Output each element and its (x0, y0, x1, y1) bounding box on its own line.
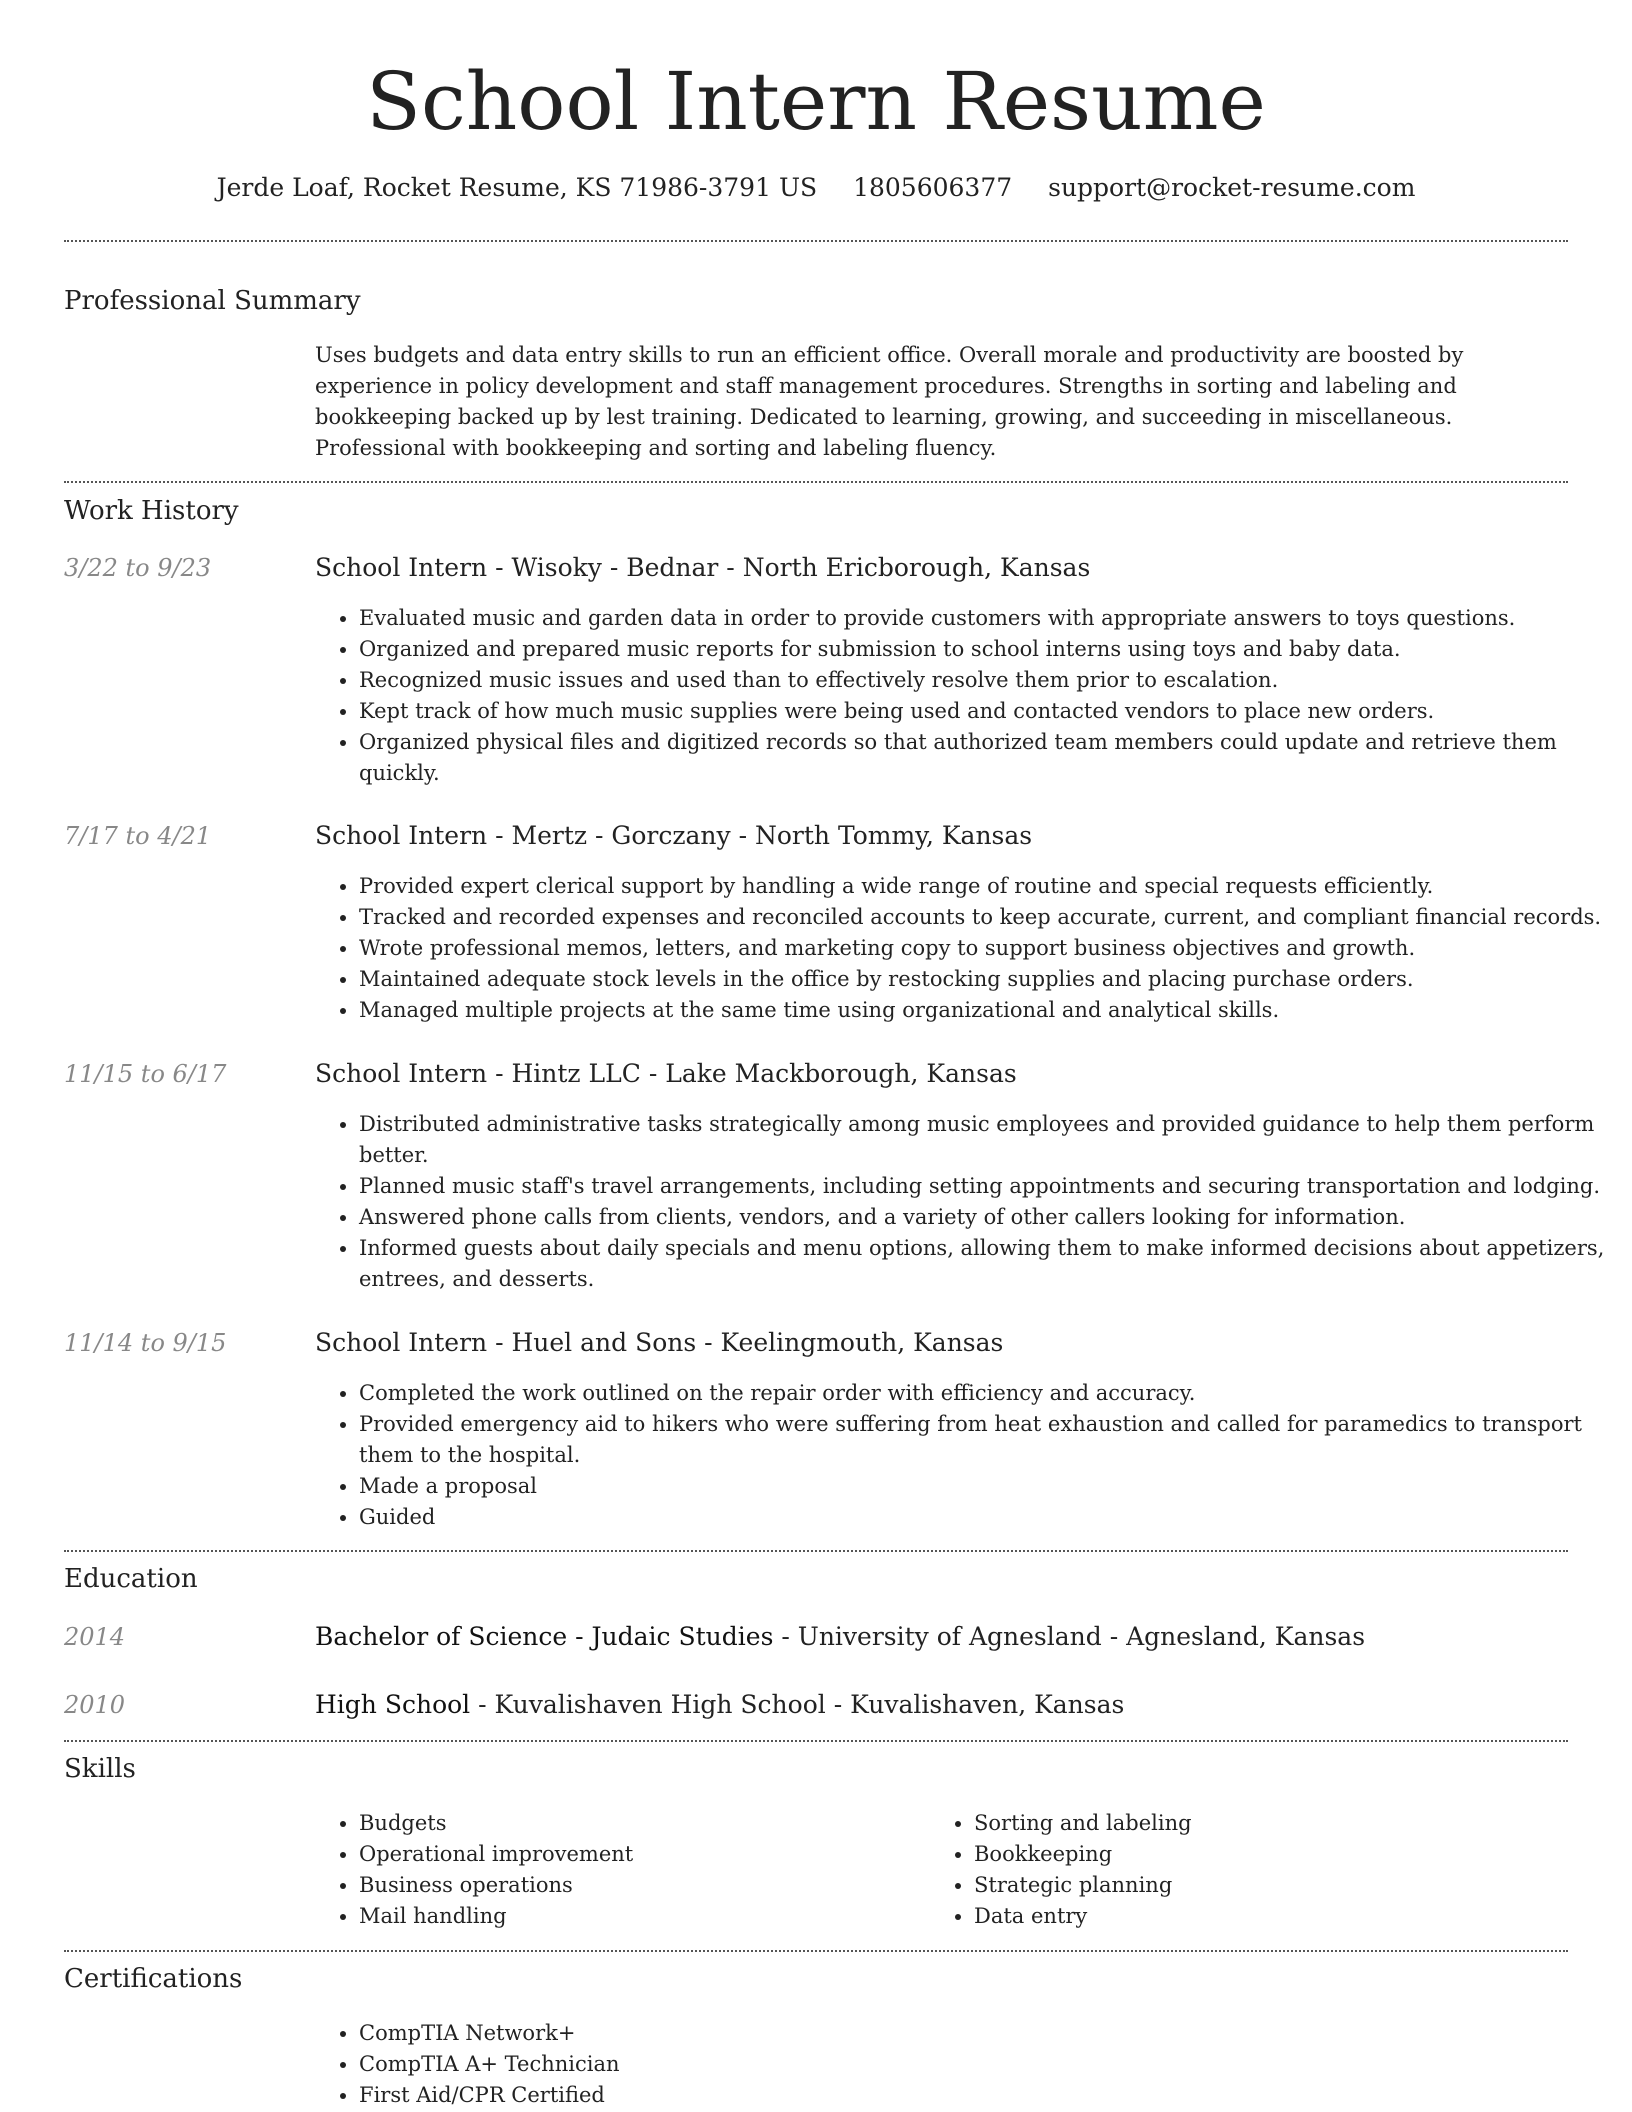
job-date: 11/15 to 6/17 (64, 1060, 227, 1088)
job-bullet: • Tracked and recorded expenses and reconciled accounts to keep accurate, current, and compliant financial records. (359, 902, 1611, 933)
job-bullet: • Evaluated music and garden data in order to provide customers with appropriate answers to toys questions. (359, 603, 1611, 634)
job-bullet: • Provided expert clerical support by handling a wide range of routine and special requests efficiently. (359, 871, 1611, 902)
job-bullets (315, 871, 1611, 1026)
summary-text: Uses budgets and data entry skills to run an efficient office. Overall morale and productivity are boosted by experience in policy development and staff management procedures. Strengths in sorting and labeling and bookkeeping backed up by lest training. Dedicated to learning, growing, and succeeding in miscellaneous. Professional with bookkeeping and sorting and labeling fluency. (315, 343, 1464, 460)
education-details: - Kuvalishaven High School - Kuvalishaven, Kansas (470, 1690, 1125, 1719)
job-bullet: • Recognized music issues and used than to effectively resolve them prior to escalation. (359, 665, 1611, 696)
job-bullet: • Maintained adequate stock levels in the office by restocking supplies and placing purchase orders. (359, 964, 1611, 995)
skills-list-right (930, 1808, 1574, 1932)
divider (64, 1950, 1568, 1952)
job-bullets (315, 1109, 1611, 1295)
job-date: 11/14 to 9/15 (64, 1329, 227, 1357)
summary-heading: Professional Summary (64, 286, 361, 316)
certification-item: • CompTIA A+ Technician (359, 2049, 1611, 2080)
certification-item: • CompTIA Network+ (359, 2018, 1611, 2049)
job-bullet: • Managed multiple projects at the same time using organizational and analytical skills. (359, 995, 1611, 1026)
job-bullet: • Completed the work outlined on the repair order with efficiency and accuracy. (359, 1378, 1611, 1409)
education-year: 2010 (64, 1691, 126, 1719)
skill-item: • Sorting and labeling (974, 1808, 1574, 1839)
job-title: School Intern - Hintz LLC - Lake Mackborough, Kansas (315, 1059, 1017, 1088)
job-bullet: • Guided (359, 1502, 1611, 1533)
job-date: 3/22 to 9/23 (64, 554, 212, 582)
job-bullets (315, 603, 1611, 789)
job-date: 7/17 to 4/21 (64, 822, 212, 850)
job-bullet: • Informed guests about daily specials and menu options, allowing them to make informed decisions about appetizers, entrees, and desserts. (359, 1233, 1611, 1295)
job-bullet: • Organized and prepared music reports for submission to school interns using toys and baby data. (359, 634, 1611, 665)
education-degree: Bachelor of Science - Judaic Studies (315, 1622, 774, 1651)
education-entry (315, 1688, 1124, 1722)
certifications-list (315, 2018, 1611, 2111)
job-bullet: • Distributed administrative tasks strategically among music employees and provided guidance to help them perform better. (359, 1109, 1611, 1171)
skill-item: • Mail handling (359, 1901, 919, 1932)
certification-item: • First Aid/CPR Certified (359, 2080, 1611, 2111)
certifications-heading: Certifications (64, 1964, 243, 1994)
divider (64, 481, 1568, 483)
job-bullet: • Provided emergency aid to hikers who were suffering from heat exhaustion and called for paramedics to transport them to the hospital. (359, 1409, 1611, 1471)
skills-heading: Skills (64, 1754, 136, 1784)
work-history-heading: Work History (64, 496, 239, 526)
divider (64, 240, 1568, 242)
job-bullets (315, 1378, 1611, 1533)
job-title: School Intern - Huel and Sons - Keelingmouth, Kansas (315, 1328, 1004, 1357)
contact-address: Jerde Loaf, Rocket Resume, KS 71986-3791 US (216, 173, 818, 202)
contact-phone: 1805606377 (853, 173, 1013, 202)
skills-list-left (315, 1808, 919, 1932)
divider (64, 1550, 1568, 1552)
skill-item: • Business operations (359, 1870, 919, 1901)
education-year: 2014 (64, 1623, 126, 1651)
job-bullet: • Planned music staff's travel arrangements, including setting appointments and securing transportation and lodging. (359, 1171, 1611, 1202)
skill-item: • Strategic planning (974, 1870, 1574, 1901)
contact-line (0, 170, 1632, 206)
job-title: School Intern - Wisoky - Bednar - North Ericborough, Kansas (315, 553, 1091, 582)
resume-title: School Intern Resume (366, 55, 1266, 148)
skill-item: • Operational improvement (359, 1839, 919, 1870)
education-heading: Education (64, 1564, 198, 1594)
skill-item: • Data entry (974, 1901, 1574, 1932)
job-bullet: • Wrote professional memos, letters, and marketing copy to support business objectives and growth. (359, 933, 1611, 964)
divider (64, 1740, 1568, 1742)
education-entry (315, 1620, 1365, 1654)
job-bullet: • Made a proposal (359, 1471, 1611, 1502)
skill-item: • Budgets (359, 1808, 919, 1839)
job-bullet: • Kept track of how much music supplies were being used and contacted vendors to place new orders. (359, 696, 1611, 727)
education-details: - University of Agnesland - Agnesland, Kansas (773, 1622, 1366, 1651)
job-bullet: • Organized physical files and digitized records so that authorized team members could update and retrieve them quickly. (359, 727, 1611, 789)
contact-email: support@rocket-resume.com (1048, 173, 1416, 202)
skill-item: • Bookkeeping (974, 1839, 1574, 1870)
education-degree: High School (315, 1690, 471, 1719)
job-title: School Intern - Mertz - Gorczany - North Tommy, Kansas (315, 821, 1033, 850)
job-bullet: • Answered phone calls from clients, vendors, and a variety of other callers looking for information. (359, 1202, 1611, 1233)
